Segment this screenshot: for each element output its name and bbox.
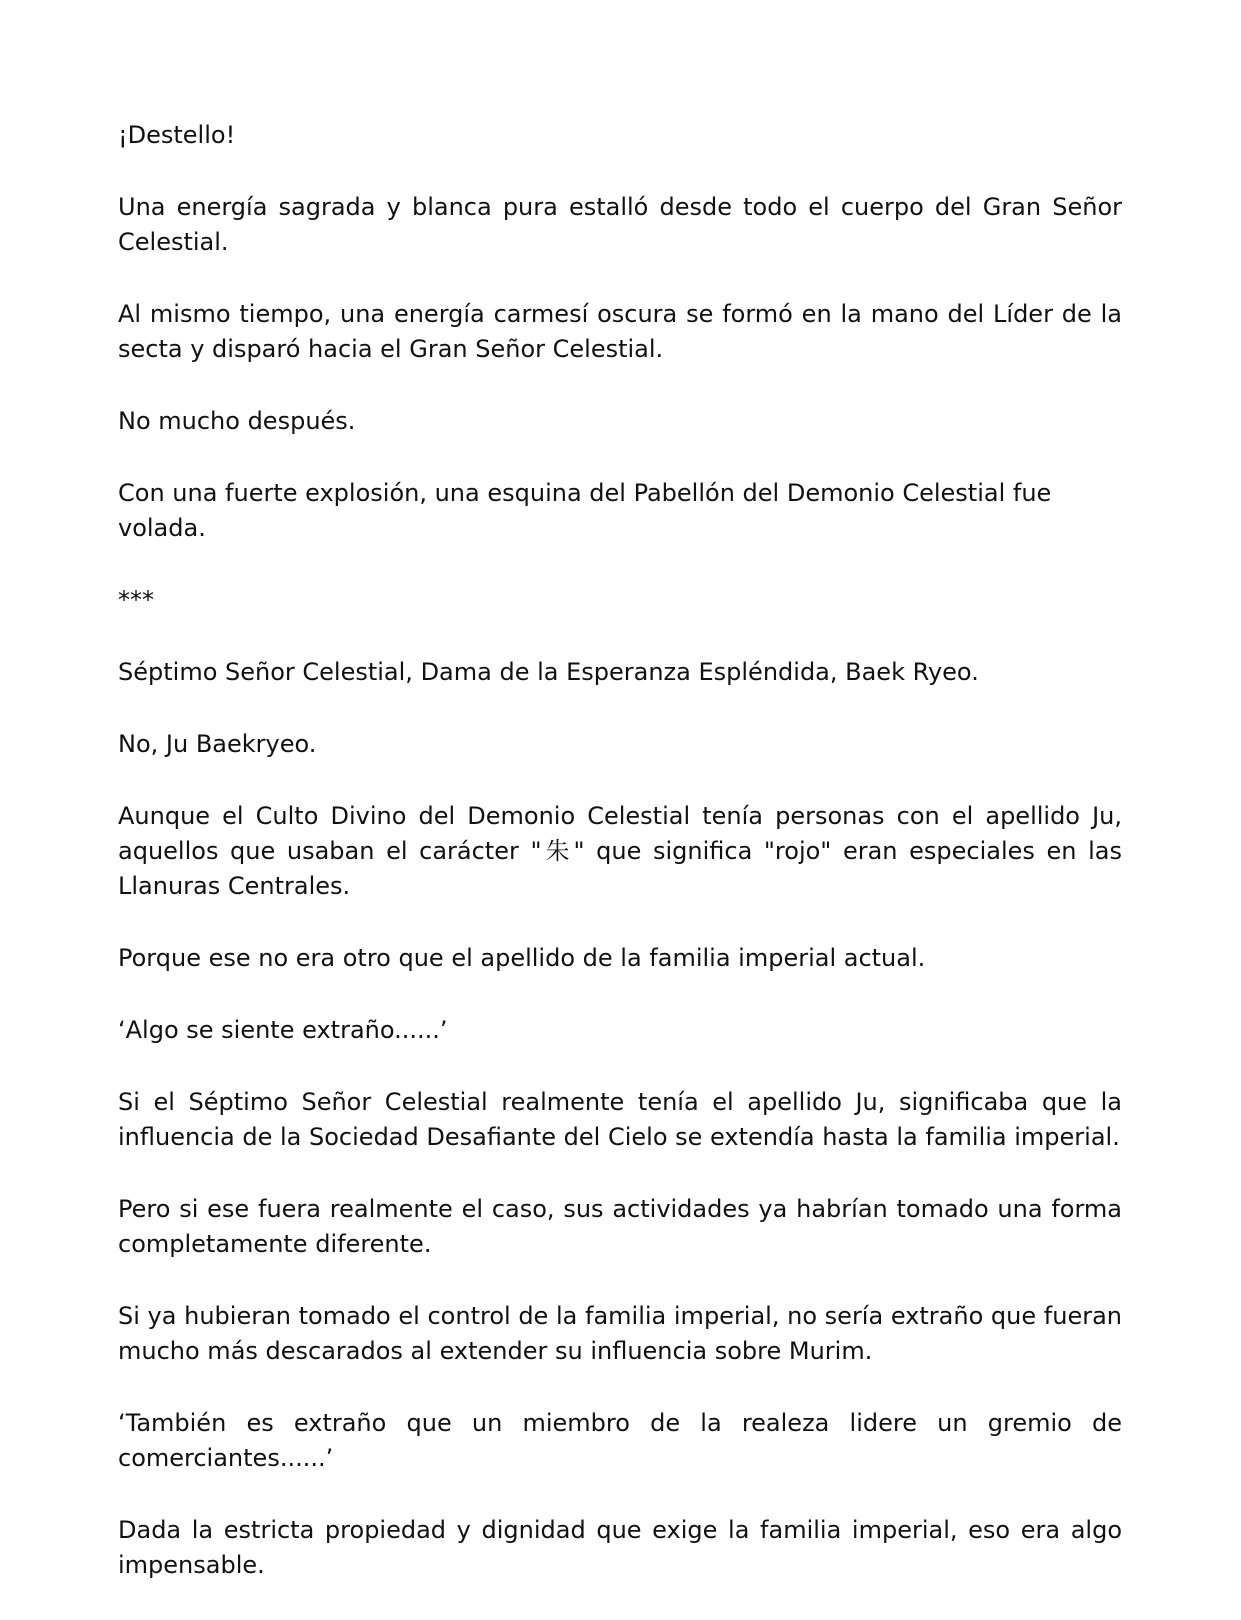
paragraph-16: Dada la estricta propiedad y dignidad que exige la familia imperial, eso era algo impensable. — [118, 1516, 1122, 1579]
paragraph-3: Al mismo tiempo, una energía carmesí oscura se formó en la mano del Líder de la secta y disparó hacia el Gran Señor Celestial. — [118, 300, 1122, 363]
paragraph-7: Séptimo Señor Celestial, Dama de la Esperanza Espléndida, Baek Ryeo. — [118, 658, 979, 686]
document-body — [118, 118, 1122, 1620]
paragraph-4: No mucho después. — [118, 407, 356, 435]
paragraph-11: ‘Algo se siente extraño......’ — [118, 1016, 448, 1044]
paragraph-5: Con una fuerte explosión, una esquina del Pabellón del Demonio Celestial fue volada. — [118, 479, 1052, 542]
paragraph-10: Porque ese no era otro que el apellido de la familia imperial actual. — [118, 944, 926, 972]
paragraph-12: Si el Séptimo Señor Celestial realmente tenía el apellido Ju, significaba que la influencia de la Sociedad Desafiante del Cielo se extendía hasta la familia imperial. — [118, 1088, 1122, 1151]
paragraph-9: Aunque el Culto Divino del Demonio Celestial tenía personas con el apellido Ju, aquellos que usaban el carácter "朱" que significa "rojo" eran especiales en las Llanuras Centrales. — [118, 802, 1122, 900]
paragraph-2: Una energía sagrada y blanca pura estalló desde todo el cuerpo del Gran Señor Celestial. — [118, 193, 1122, 256]
paragraph-14: Si ya hubieran tomado el control de la familia imperial, no sería extraño que fueran mucho más descarados al extender su influencia sobre Murim. — [118, 1302, 1122, 1365]
paragraph-13: Pero si ese fuera realmente el caso, sus actividades ya habrían tomado una forma completamente diferente. — [118, 1195, 1122, 1258]
paragraph-1: ¡Destello! — [118, 121, 236, 149]
scene-break: *** — [118, 586, 154, 614]
paragraph-8: No, Ju Baekryeo. — [118, 730, 317, 758]
paragraph-15: ‘También es extraño que un miembro de la realeza lidere un gremio de comerciantes......’ — [118, 1409, 1122, 1472]
